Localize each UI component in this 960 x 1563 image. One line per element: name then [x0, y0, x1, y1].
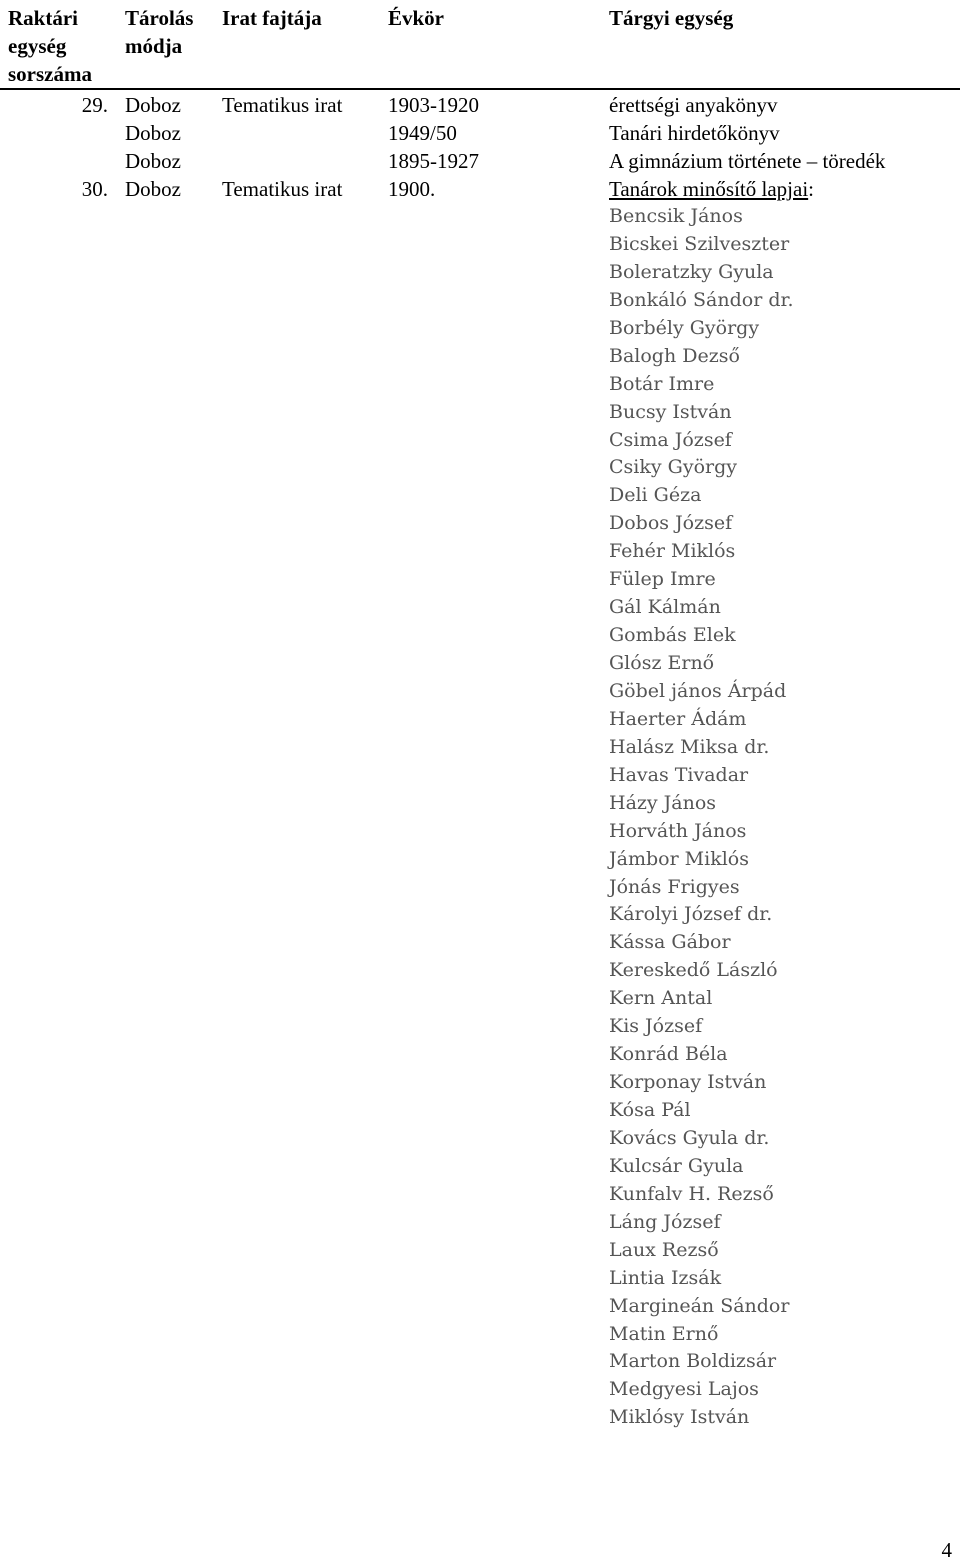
- teacher-name: Kis József: [609, 1015, 703, 1038]
- document-type: Tematikus irat: [222, 93, 343, 117]
- teacher-name-list: [609, 203, 794, 1432]
- teacher-name: Medgyesi Lajos: [609, 1378, 759, 1401]
- teacher-name: Kern Antal: [609, 987, 713, 1010]
- teacher-name: Halász Miksa dr.: [609, 735, 770, 758]
- subject-title-suffix: :: [808, 177, 814, 201]
- header-evkor: Évkör: [388, 6, 445, 30]
- teacher-name: Bucsy István: [609, 400, 732, 423]
- header-irat-fajtaja: Irat fajtája: [222, 6, 322, 30]
- teacher-name: Boleratzky Gyula: [609, 260, 774, 283]
- header-targyi-egyseg: Tárgyi egység: [609, 6, 734, 30]
- teacher-name: Jónás Frigyes: [609, 875, 740, 898]
- teacher-name: Kunfalv H. Rezső: [609, 1182, 774, 1205]
- teacher-name: Házy János: [609, 791, 717, 814]
- teacher-name: Bonkáló Sándor dr.: [609, 288, 794, 311]
- teacher-name: Glósz Ernő: [609, 652, 715, 674]
- storage-type: Doboz: [125, 121, 181, 145]
- teacher-name: Matin Ernő: [609, 1322, 719, 1345]
- teacher-name: Miklósy István: [609, 1406, 750, 1429]
- row-number: 29.: [81, 93, 108, 117]
- teacher-name: Borbély György: [609, 316, 760, 339]
- teacher-name: Bicskei Szilveszter: [609, 232, 790, 255]
- teacher-name: Csiky György: [609, 456, 737, 479]
- teacher-name: Gombás Elek: [609, 624, 736, 647]
- teacher-name: Fülep Imre: [609, 568, 716, 591]
- teacher-name: Kovács Gyula dr.: [609, 1126, 770, 1149]
- teacher-name: Láng József: [609, 1210, 721, 1233]
- header-text-line: egység: [8, 34, 67, 58]
- year-range: 1895-1927: [388, 149, 479, 173]
- teacher-name: Jámbor Miklós: [609, 847, 749, 870]
- teacher-name: Kássa Gábor: [609, 931, 731, 954]
- teacher-name: Laux Rezső: [609, 1238, 719, 1261]
- storage-type: Doboz: [125, 93, 181, 117]
- header-text-line: sorszáma: [8, 62, 92, 86]
- teacher-name: Kereskedő László: [609, 959, 778, 982]
- header-tarolas-modja: [125, 4, 193, 60]
- teacher-name: Dobos József: [609, 512, 733, 535]
- teacher-name: Havas Tivadar: [609, 763, 749, 786]
- teacher-name: Horváth János: [609, 819, 747, 842]
- teacher-name: Gál Kálmán: [609, 596, 721, 619]
- header-text-line: Tárolás: [125, 6, 194, 30]
- teacher-name: Haerter Ádám: [609, 707, 747, 730]
- row-number: 30.: [81, 177, 108, 201]
- teacher-name: Deli Géza: [609, 484, 702, 507]
- teacher-name: Marton Boldizsár: [609, 1350, 777, 1373]
- teacher-name: Kósa Pál: [609, 1099, 691, 1121]
- teacher-name: Bencsik János: [609, 205, 743, 227]
- header-raktari-egyseg-sorszama: [8, 4, 92, 88]
- storage-type: Doboz: [125, 177, 181, 201]
- year-range: 1900.: [388, 177, 436, 201]
- subject-unit: érettségi anyakönyv: [609, 93, 778, 117]
- teacher-name: Fehér Miklós: [609, 540, 736, 563]
- teacher-name: Botár Imre: [609, 372, 715, 395]
- teacher-name: Balogh Dezső: [609, 344, 740, 367]
- document-type: Tematikus irat: [222, 177, 343, 201]
- teacher-name: Csima József: [609, 428, 732, 451]
- header-divider: [0, 88, 960, 90]
- header-text-line: Raktári: [8, 6, 78, 30]
- teacher-name: Margineán Sándor: [609, 1294, 790, 1317]
- teacher-name: Korponay István: [609, 1071, 767, 1094]
- subject-unit: Tanári hirdetőkönyv: [609, 121, 780, 145]
- year-range: 1949/50: [388, 121, 457, 145]
- teacher-name: Károlyi József dr.: [609, 903, 773, 926]
- subject-unit: A gimnázium története – töredék: [609, 149, 886, 173]
- teacher-name: Kulcsár Gyula: [609, 1154, 744, 1177]
- header-text-line: módja: [125, 34, 183, 58]
- teacher-name: Göbel jános Árpád: [609, 679, 787, 702]
- teacher-name: Lintia Izsák: [609, 1266, 722, 1289]
- teacher-name: Konrád Béla: [609, 1043, 728, 1066]
- year-range: 1903-1920: [388, 93, 479, 117]
- page-number: 4: [941, 1538, 952, 1562]
- subject-unit: [609, 175, 814, 203]
- subject-title-underlined: Tanárok minősítő lapjai: [609, 177, 809, 201]
- storage-type: Doboz: [125, 149, 181, 173]
